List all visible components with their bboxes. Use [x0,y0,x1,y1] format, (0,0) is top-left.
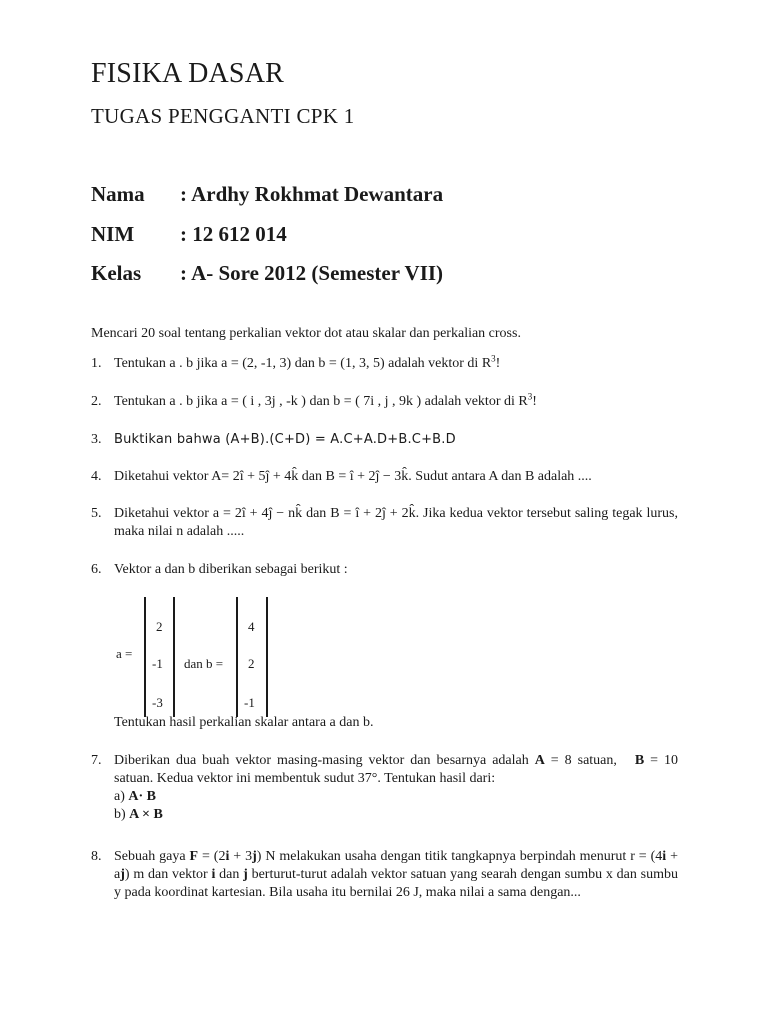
vector-b-component: -1 [244,695,255,710]
dan-b-label: dan b = [184,656,224,671]
expression: A × B [129,807,163,822]
info-label: Nama [91,182,145,206]
question-text-end: ! [532,394,537,409]
text-part: a) [114,789,129,804]
vector-symbol: A [534,753,545,768]
text-part: dan [215,867,244,882]
text-part: b) [114,807,130,822]
document-subtitle: TUGAS PENGGANTI CPK 1 [91,104,355,128]
question-text [114,848,685,902]
info-label: NIM [91,222,135,246]
question-text-main: Tentukan a . b jika a = ( i , 3j , -k ) dan b = ( 7i , j , 9k ) adalah vektor di R [114,394,528,409]
question-text: Vektor a dan b diberikan sebagai berikut : [114,562,348,577]
text-part: ) m dan vektor [124,867,212,882]
vector-symbol: j [252,849,257,864]
question-number: 5. [91,506,102,521]
question-number: 2. [91,394,102,409]
question-number: 6. [91,562,102,577]
question-number: 7. [91,753,102,768]
info-label: Kelas [91,261,142,285]
text-part: = 10 satuan. Kedua vektor ini membentuk sudut 37°. Tentukan hasil dari: [114,753,678,786]
question-text-main: Tentukan a . b jika a = (2, -1, 3) dan b = (1, 3, 5) adalah vektor di R [114,356,492,371]
vector-matrix [114,597,274,717]
question-text: Buktikan bahwa (A+B).(C+D) = A.C+A.D+B.C+B.D [114,432,456,447]
vector-symbol: B [634,753,645,768]
text-part: + a [114,849,685,882]
text-part: berturut-turut adalah vektor satuan yang searah dengan sumbu x dan sumbu y pada koordinat kartesian. Bila usaha itu bernilai 26 J, maka nilai a sama dengan... [114,867,678,900]
info-value: : 12 612 014 [180,222,287,246]
vector-a-label: a = [116,646,133,661]
text-part: ) N melakukan usaha dengan titik tangkapnya berpindah menurut r = (4 [256,849,663,864]
matrix-bar [144,597,146,717]
text-part: = 8 satuan, [544,753,635,768]
matrix-bar [266,597,268,717]
matrix-bar [236,597,238,717]
vector-symbol: j [120,867,125,882]
info-value: : A- Sore 2012 (Semester VII) [180,261,444,285]
vector-a-component: 2 [156,619,163,634]
vector-a-component: -1 [152,656,163,671]
intro-text: Mencari 20 soal tentang perkalian vektor dot atau skalar dan perkalian cross. [91,326,521,341]
vector-symbol: i [662,849,667,864]
question-number: 8. [91,849,102,864]
text-part: = (2 [198,849,226,864]
vector-symbol: F [189,849,199,864]
superscript: 3 [527,391,533,402]
text-part: + 3 [229,849,253,864]
vector-symbol: i [211,867,216,882]
question-text-end: ! [495,356,501,371]
vector-b-component: 2 [248,656,255,671]
vector-symbol: i [225,849,230,864]
text-part: Diberikan dua buah vektor masing-masing vektor dan besarnya adalah [114,753,535,768]
question-number: 1. [91,356,102,371]
vector-a-component: -3 [152,695,163,710]
text-part: Sebuah gaya [114,849,190,864]
question-number: 4. [91,469,102,484]
question-text [114,393,678,411]
question-text: Diketahui vektor A= 2î + 5ĵ + 4k̂ dan B = î + 2ĵ − 3k̂. Sudut antara A dan B adalah .... [114,469,592,484]
superscript: 3 [491,353,496,364]
document-title: FISIKA DASAR [91,58,284,89]
question-text: Diketahui vektor a = 2î + 4ĵ − nk̂ dan B = î + 2ĵ + 2k̂. Jika kedua vektor tersebut saling tegak lurus, maka nilai n adalah ..... [114,506,678,539]
info-value: : Ardhy Rokhmat Dewantara [180,182,444,206]
question-6-tail: Tentukan hasil perkalian skalar antara a dan b. [114,715,374,730]
vector-symbol: j [243,867,248,882]
vector-b-component: 4 [248,619,255,634]
question-number: 3. [91,432,102,447]
matrix-bar [173,597,175,717]
question-text [114,752,678,824]
expression: A· B [128,789,157,804]
question-text [114,355,678,373]
